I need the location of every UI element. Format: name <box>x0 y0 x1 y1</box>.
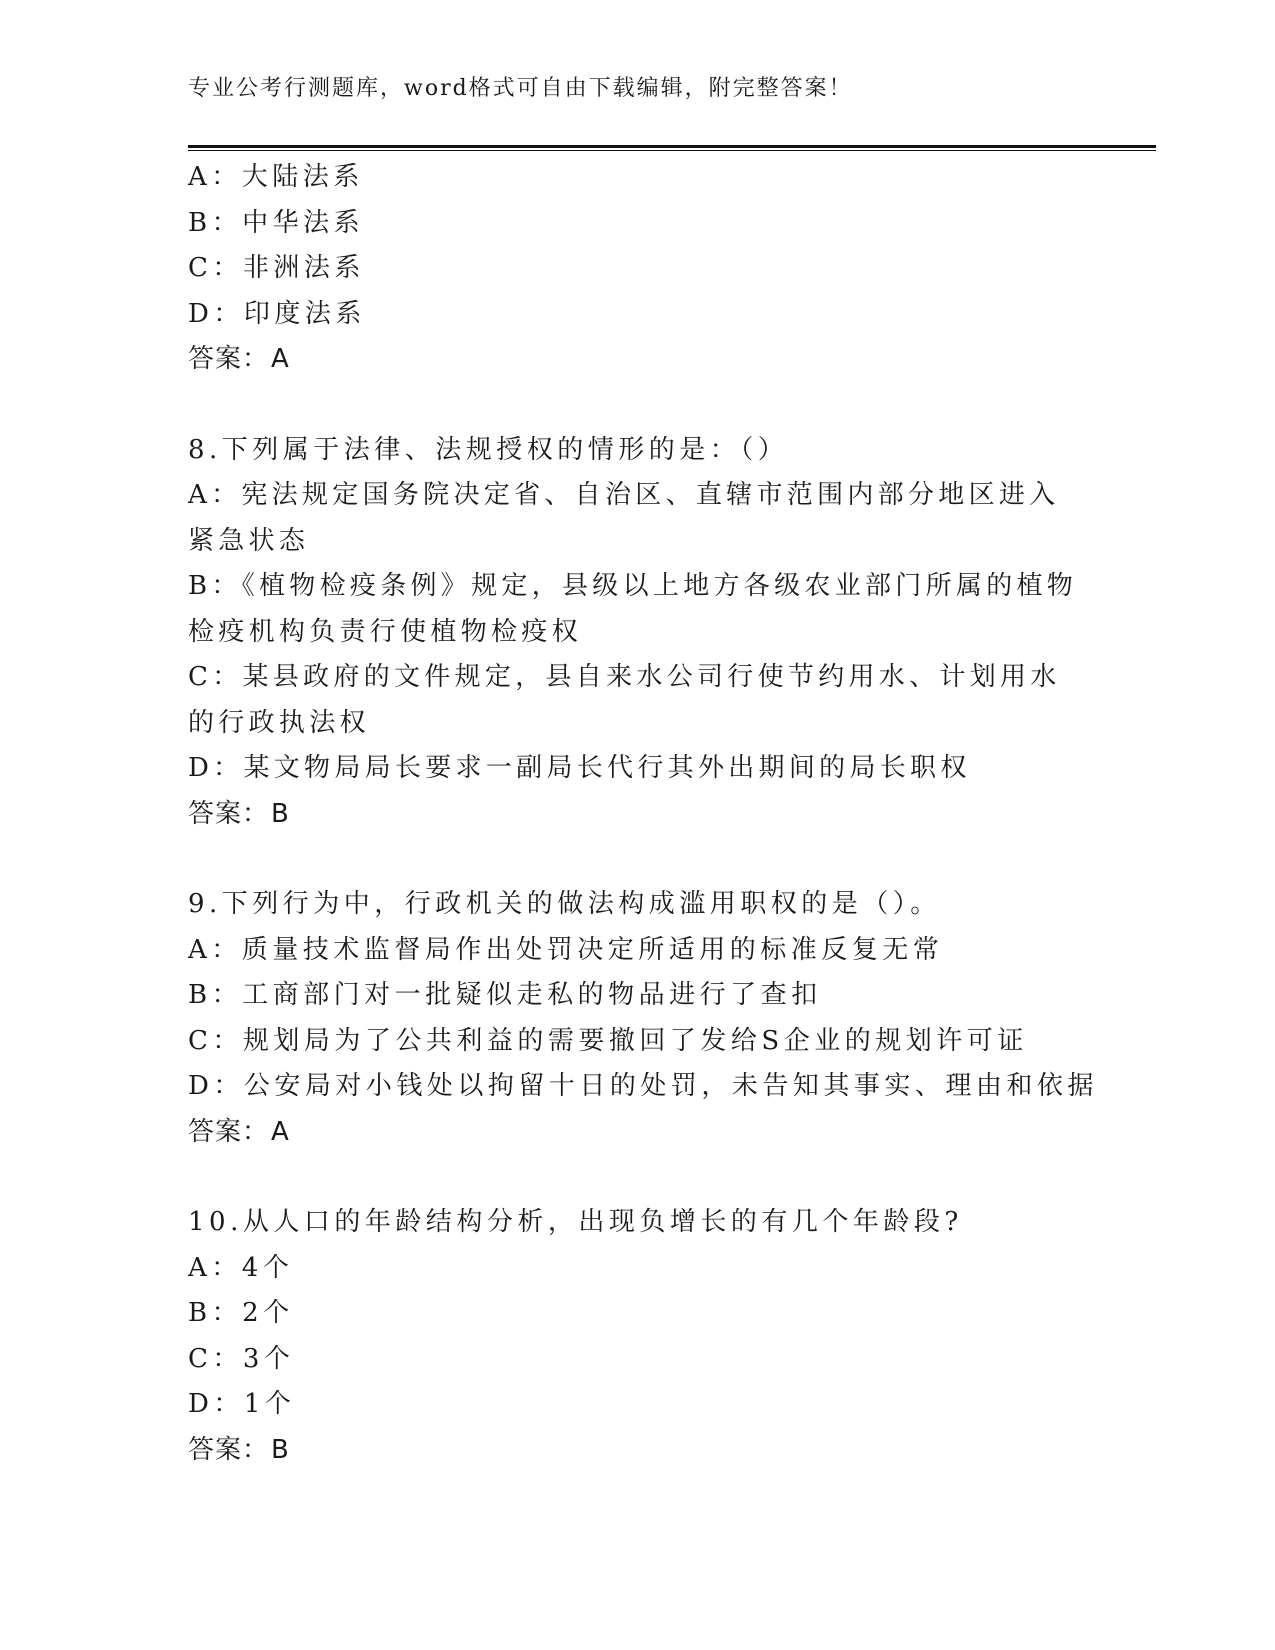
question-8-answer <box>188 792 1088 838</box>
answer-value: A <box>271 344 290 374</box>
question-9-option-c: C：规划局为了公共利益的需要撤回了发给S企业的规划许可证 <box>188 1025 1028 1056</box>
question-10-option-d: D：1个 <box>188 1389 296 1419</box>
question-10-option-c: C：3个 <box>188 1343 295 1374</box>
question-8-block <box>188 428 1088 838</box>
question-9-block <box>188 882 1098 1155</box>
header-rule-thin <box>188 150 1156 151</box>
question-8-option-a: A：宪法规定国务院决定省、自治区、直辖市范围内部分地区进入紧急状态 <box>188 480 1060 556</box>
question-7-option-d: D：印度法系 <box>188 298 366 329</box>
question-10-answer <box>188 1428 1088 1474</box>
question-7-option-c: C：非洲法系 <box>188 253 365 283</box>
question-10-text: 10.从人口的年龄结构分析，出现负增长的有几个年龄段? <box>188 1207 963 1237</box>
question-7-block <box>188 155 1088 383</box>
header-rule-thick <box>188 145 1156 148</box>
document-content <box>188 155 1098 1473</box>
answer-value: B <box>271 1434 290 1465</box>
answer-value: A <box>271 1116 290 1147</box>
question-8-text: 8.下列属于法律、法规授权的情形的是：（） <box>188 434 789 465</box>
answer-label: 答案： <box>188 798 270 829</box>
question-7-option-b: B：中华法系 <box>188 207 365 238</box>
question-10-option-b: B：2个 <box>188 1298 294 1328</box>
question-8-option-c: C：某县政府的文件规定，县自来水公司行使节约用水、计划用水的行政执法权 <box>188 662 1061 738</box>
question-9-option-d: D：公安局对小钱处以拘留十日的处罚，未告知其事实、理由和依据 <box>188 1071 1098 1101</box>
question-9-option-b: B：工商部门对一批疑似走私的物品进行了查扣 <box>188 980 822 1010</box>
answer-value: B <box>271 798 290 829</box>
answer-label: 答案： <box>188 344 270 374</box>
question-9-text: 9.下列行为中，行政机关的做法构成滥用职权的是（）。 <box>188 889 941 919</box>
question-9-option-a: A：质量技术监督局作出处罚决定所适用的标准反复无常 <box>188 934 944 965</box>
question-7-answer <box>188 337 1088 383</box>
answer-label: 答案： <box>188 1116 270 1147</box>
page-header: 专业公考行测题库，word格式可自由下载编辑，附完整答案！ <box>188 76 853 101</box>
question-10-block <box>188 1200 1088 1473</box>
question-9-answer <box>188 1110 1088 1156</box>
answer-label: 答案： <box>188 1434 270 1465</box>
question-8-option-d: D：某文物局局长要求一副局长代行其外出期间的局长职权 <box>188 753 971 783</box>
question-8-option-b: B：《植物检疫条例》规定，县级以上地方各级农业部门所属的植物检疫机构负责行使植物检疫权 <box>188 571 1078 647</box>
question-7-option-a: A：大陆法系 <box>188 162 364 192</box>
question-10-option-a: A：4个 <box>188 1252 294 1283</box>
